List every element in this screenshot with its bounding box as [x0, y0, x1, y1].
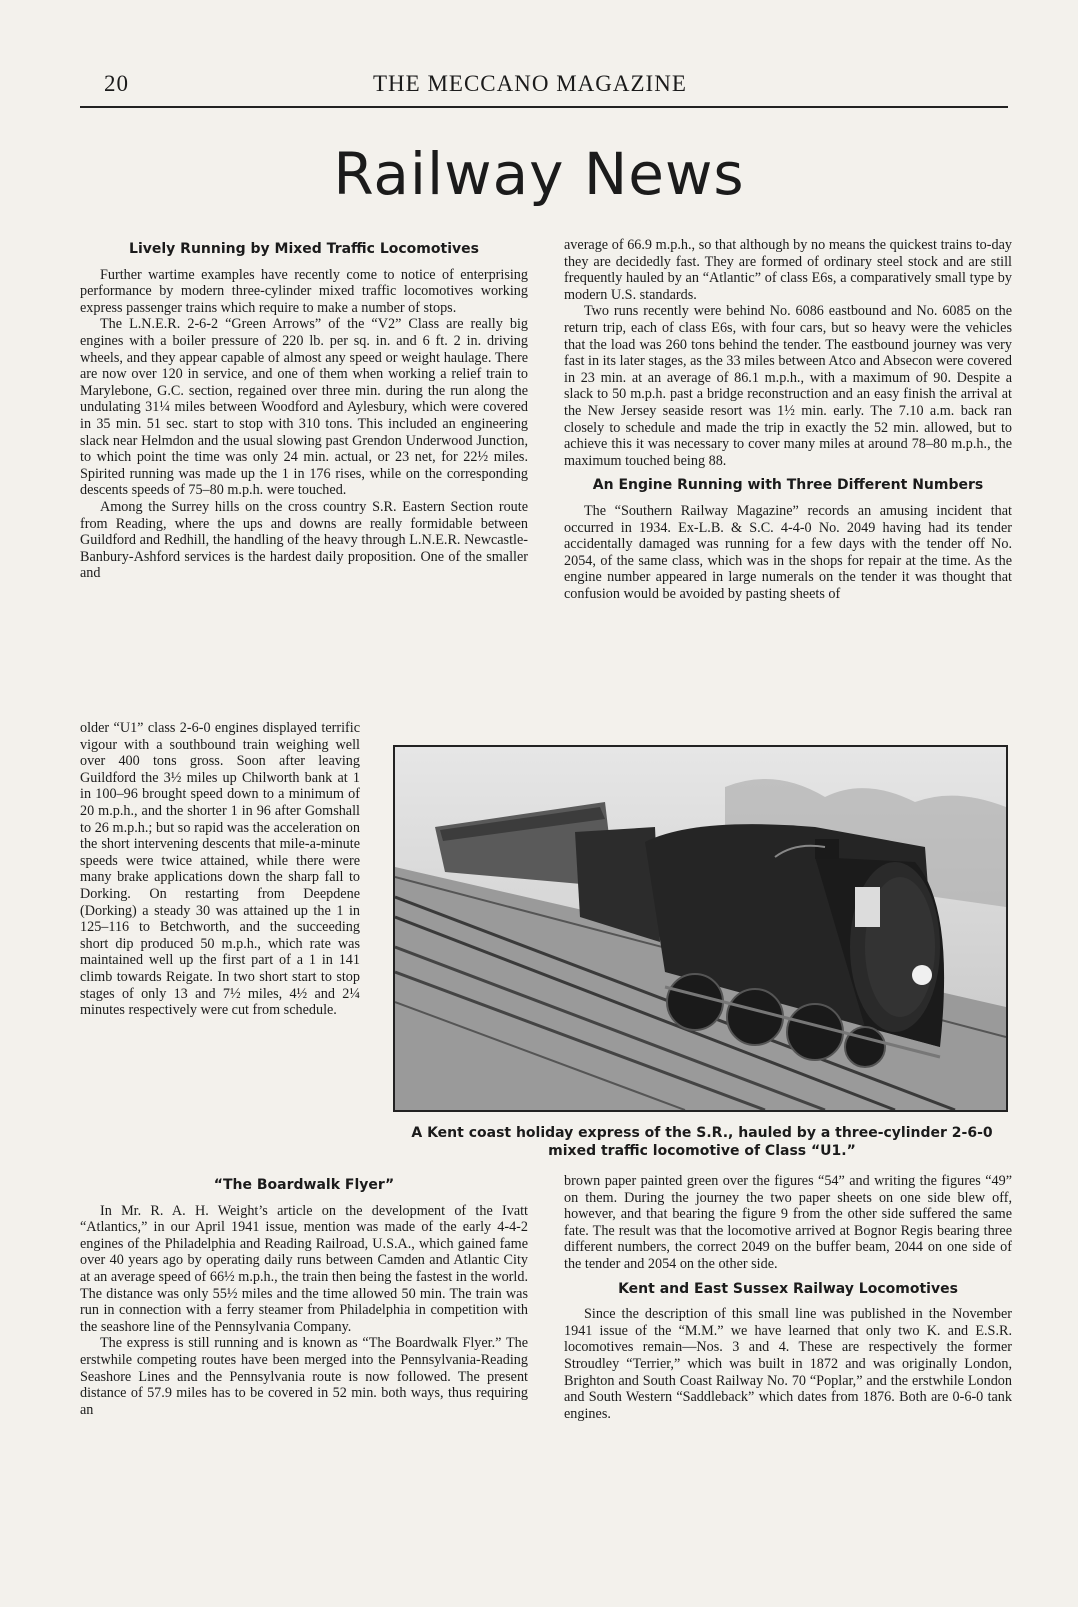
left-column-bottom: [80, 1177, 528, 1418]
section-heading-boardwalk-flyer: “The Boardwalk Flyer”: [213, 1177, 395, 1193]
paragraph: In Mr. R. A. H. Weight’s article on the development of the Ivatt “Atlantics,” in our April 1941 issue, mention was made of the early 4-4-2 engines of the Philadelphia and Reading Railroad, U.S.A., which gained fame over 40 years ago by operating daily runs between Camden and Atlantic City at an average speed of 66½ m.p.h., the train then being the fastest in the world. The distance was only 55½ miles and the time allowed 50 min. The train was run in connection with a ferry steamer from Philadelphia in competition with the seashore line of the Pennsylvania Company.: [80, 1202, 528, 1335]
photo-caption: A Kent coast holiday express of the S.R., hauled by a three-cylinder 2-6-0 mixed traffic locomotive of Class “U1.”: [411, 1125, 993, 1159]
paragraph: older “U1” class 2-6-0 engines displayed terrific vigour with a southbound train weighing well over 400 tons gross. Soon after leaving Guildford the 3½ miles up Chilworth bank at 1 in 100–96 brought speed down to a minimum of 20 m.p.h., and the shorter 1 in 96 after Gomshall to 26 m.p.h.; but so rapid was the acceleration on the short intervening descents that mile-a-minute speeds were twice attained, while there were many brake applications down the sharp fall to Dorking. On restarting from Deepdene (Dorking) a steady 30 was attained up the 1 in 125–116 to Betchworth, and the succeeding short dip produced 50 m.p.h., which rate was maintained well up the first part of a 1 in 141 climb towards Reigate. In two short start to stop stages of only 13 and 7½ miles, 4½ and 2¼ minutes respectively were cut from schedule.: [80, 720, 360, 1019]
article-title: Railway News: [333, 140, 745, 208]
right-column-top: [564, 237, 1012, 602]
paragraph: The express is still running and is known as “The Boardwalk Flyer.” The erstwhile competing routes have been merged into the Pennsylvania-Reading Seashore Lines and the Pennsylvania route is now followed. The present distance of 57.9 miles has to be covered in 52 min. both ways, thus requiring an: [80, 1335, 528, 1418]
section-heading-kent-east-sussex: Kent and East Sussex Railway Locomotives: [618, 1280, 958, 1297]
left-column-top: [80, 241, 528, 582]
locomotive-photo: [393, 745, 1008, 1112]
paragraph: Two runs recently were behind No. 6086 eastbound and No. 6085 on the return trip, each of class E6s, with four cars, but so heavy were the vehicles that the load was 260 tons behind the tender. The eastbound journey was very fast in its later stages, as the 33 miles between Atco and Absecon were covered in 23 min. at an average of 86.1 m.p.h., with a maximum of 90. Despite a slack to 50 m.p.h. past a bridge reconstruction and an easy finish the arrival at the New Jersey seaside resort was 1½ min. early. The 7.10 a.m. back ran closely to schedule and made the trip in exactly the 52 min. allowed, but to achieve this it was necessary to cover many miles at around 78–80 m.p.h., the maximum touched being 88.: [564, 303, 1012, 469]
paragraph: average of 66.9 m.p.h., so that although by no means the quickest trains to-day they are decidedly fast. They are formed of ordinary steel stock and are still frequently hauled by an “Atlantic” of class E6s, a comparatively small type by modern U.S. standards.: [564, 237, 1012, 303]
paragraph: The L.N.E.R. 2-6-2 “Green Arrows” of the “V2” Class are really big engines with a boiler pressure of 220 lb. per sq. in. and 6 ft. 2 in. driving wheels, and they appear capable of almost any speed or weight haulage. There are now over 120 in service, and one of them when working a relief train to Marylebone, G.C. section, regained over three min. during the run along the undulating 31¼ miles between Woodford and Aylesbury, which were covered in 35 min. 51 sec. start to stop with 310 tons. This included an engineering slack near Helmdon and the usual slowing past Grendon Underwood Junction, to which point the time was only 24 min. actual, or 23 net, for 22½ miles. Spirited running was made up the 1 in 176 rises, while on the corresponding descents speeds of 75–80 m.p.h. were touched.: [80, 316, 528, 499]
paragraph: Among the Surrey hills on the cross country S.R. Eastern Section route from Reading, where the ups and downs are really formidable between Guildford and Redhill, the handling of the heavy through L.N.E.R. Newcastle-Banbury-Ashford services is the hardest daily proposition. One of the smaller and: [80, 498, 528, 582]
paragraph: Since the description of this small line was published in the November 1941 issue of the “M.M.” we have learned that only two K. and E.S.R. locomotives remain—Nos. 3 and 4. These are respectively the former Stroudley “Terrier,” which was built in 1872 and was originally London, Brighton and South Coast Railway No. 70 “Poplar,” and the erstwhile London and South Western “Saddleback” which dates from 1876. Both are 0-6-0 tank engines.: [564, 1306, 1012, 1422]
left-column-narrow: [80, 720, 360, 1019]
right-column-bottom: [564, 1173, 1012, 1422]
train-illustration: [395, 747, 1006, 1110]
header-rule: [80, 106, 1008, 108]
section-heading-three-numbers: An Engine Running with Three Different Numbers: [592, 477, 984, 494]
paragraph: Further wartime examples have recently come to notice of enterprising performance by modern three-cylinder mixed traffic locomotives working express passenger trains which require to make a number of stops.: [80, 266, 528, 316]
magazine-title: THE MECCANO MAGAZINE: [373, 71, 687, 96]
paragraph: The “Southern Railway Magazine” records an amusing incident that occurred in 1934. Ex-L.B. & S.C. 4-4-0 No. 2049 having had its tender accidentally damaged was running for a few days with the tender off No. 2054, of the same class, which was in the shops for repair at the time. As the engine number appeared in large numerals on the tender it was thought that confusion would be avoided by pasting sheets of: [564, 502, 1012, 602]
page-number: 20: [104, 71, 129, 96]
section-heading-lively-running: Lively Running by Mixed Traffic Locomotives: [129, 241, 479, 257]
paragraph: brown paper painted green over the figures “54” and writing the figures “49” on them. During the journey the two paper sheets on one side blew off, however, and that bearing the figure 9 from the other side suffered the same fate. The result was that the locomotive arrived at Bognor Regis bearing three different numbers, the correct 2049 on the buffer beam, 2044 on one side of the tender and 2054 on the other side.: [564, 1173, 1012, 1272]
